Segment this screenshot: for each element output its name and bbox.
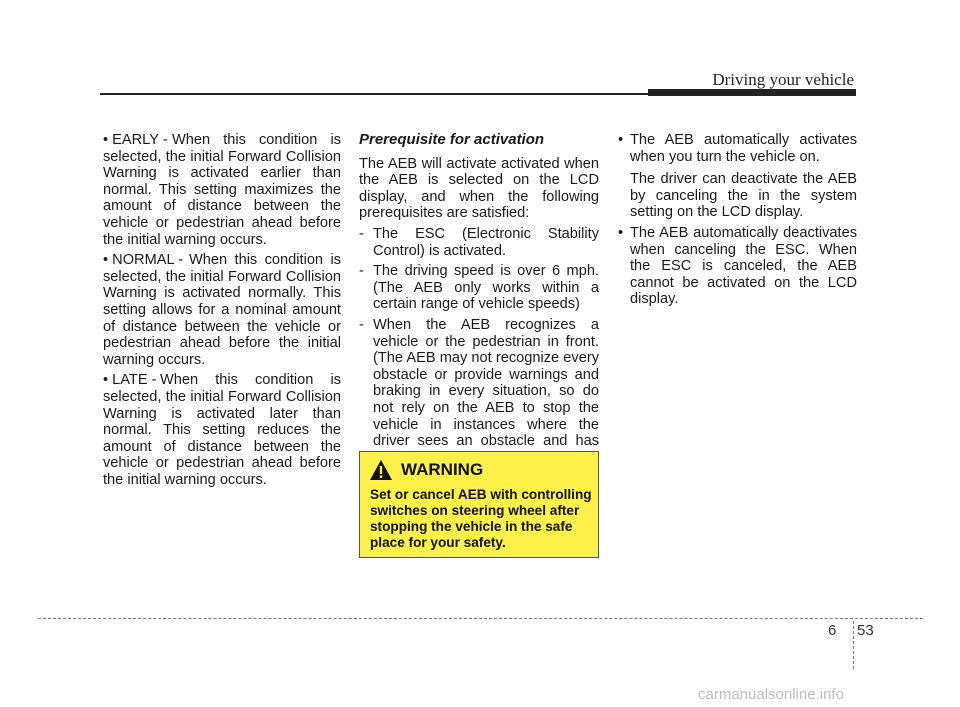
option-description: When this condition is selected, the initial Forward Collision Warning is activated normally. This setting allows for a nominal amount of distance between the vehicle or pedestrian ahead before the initial warning occurs. [103, 252, 341, 368]
prerequisite-text: When the AEB recognizes a vehicle or the pedestrian in front. (The AEB may not recognize every obstacle or provide warnings and braking in every situation, so do not rely on the AEB to stop the vehicle in instances where the driver sees an obstacle and has [373, 316, 599, 450]
warning-text: Set or cancel AEB with controlling switches on steering wheel after stopping the vehicle in the safe place for your safety. [370, 487, 592, 550]
dash-marker: - [359, 263, 364, 280]
column-left [103, 132, 341, 492]
header-rule [100, 93, 656, 95]
bullet-item [616, 225, 857, 308]
option-description: When this condition is selected, the initial Forward Collision Warning is activated later than normal. This setting reduces the amount of distance between the vehicle or pedestrian ahead before the initial warning occurs. [103, 372, 341, 488]
bullet-marker: • [618, 132, 624, 148]
option-early [103, 132, 341, 248]
page-number-divider [853, 621, 854, 669]
bullet-subparagraph: The driver can deactivate the AEB by canceling the in the system setting on the LCD display. [630, 171, 857, 221]
option-label: • LATE - [103, 372, 157, 389]
warning-title: WARNING [401, 460, 484, 479]
option-label: • NORMAL - [103, 252, 183, 269]
bullet-text: The AEB automatically activates when you turn the vehicle on. [630, 132, 857, 165]
footer-rule [38, 618, 923, 619]
column-right [616, 132, 857, 312]
option-late [103, 372, 341, 488]
bullet-text: The AEB automatically deactivates when canceling the ESC. When the ESC is canceled, the AEB cannot be activated on the LCD display. [630, 224, 857, 308]
warning-triangle-icon [369, 459, 393, 481]
prerequisite-item [359, 317, 599, 466]
header-rule-accent [648, 89, 856, 96]
bullet-marker: • [618, 224, 624, 241]
page-header-title: Driving your vehicle [712, 70, 854, 89]
page-number: 53 [857, 622, 874, 639]
column-middle [359, 132, 599, 470]
warning-header [369, 459, 483, 481]
chapter-number: 6 [828, 622, 837, 639]
section-heading: Prerequisite for activation [359, 131, 545, 148]
dash-marker: - [359, 316, 364, 333]
watermark: carmanualsonline.info [698, 686, 844, 703]
option-label: • EARLY - [103, 132, 168, 148]
option-description: When this condition is selected, the initial Forward Collision Warning is activated earlier than normal. This setting maximizes the amount of distance between the vehicle or pedestrian ahead before the initial warning occurs. [103, 132, 341, 248]
bullet-item [616, 132, 857, 165]
section-intro: The AEB will activate activated when the AEB is selected on the LCD display, and when the following prerequisites are satisfied: [359, 155, 599, 222]
prerequisite-text: The ESC (Electronic Stability Control) is activated. [373, 225, 599, 259]
warning-box [359, 451, 599, 558]
prerequisite-item [359, 263, 599, 313]
option-normal [103, 252, 341, 368]
prerequisite-item [359, 226, 599, 259]
dash-marker: - [359, 225, 364, 242]
prerequisite-text: The driving speed is over 6 mph. (The AEB only works within a certain range of vehicle speeds) [373, 263, 599, 313]
